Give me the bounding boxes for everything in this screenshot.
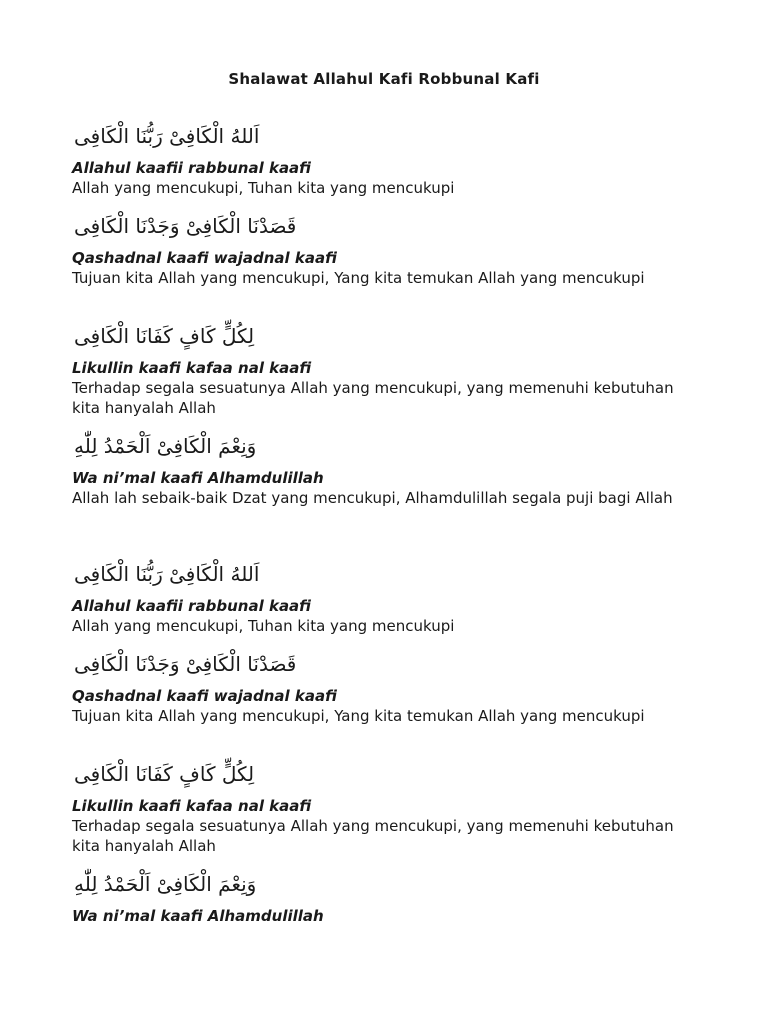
arabic-line: لِكُلٍّ كَافٍ كَفَانَا الْكَافِى bbox=[74, 762, 255, 786]
transliteration-line: Wa ni’mal kaafi Alhamdulillah bbox=[72, 469, 324, 487]
translation-line: Terhadap segala sesuatunya Allah yang mencukupi, yang memenuhi kebutuhan kita hanyalah Allah bbox=[72, 379, 674, 417]
translation-line: Allah lah sebaik-baik Dzat yang mencukupi, Alhamdulillah segala puji bagi Allah bbox=[72, 489, 673, 507]
arabic-line: وَنِعْمَ الْكَافِىْ اَلْحَمْدُ لِلّٰهِ bbox=[74, 872, 257, 896]
transliteration-line: Qashadnal kaafi wajadnal kaafi bbox=[72, 687, 337, 705]
verse-block bbox=[72, 562, 692, 636]
transliteration-line: Likullin kaafi kafaa nal kaafi bbox=[72, 359, 312, 377]
document-title: Shalawat Allahul Kafi Robbunal Kafi bbox=[228, 70, 540, 88]
translation-line: Tujuan kita Allah yang mencukupi, Yang kita temukan Allah yang mencukupi bbox=[72, 707, 645, 725]
translation-line: Allah yang mencukupi, Tuhan kita yang mencukupi bbox=[72, 179, 455, 197]
translation-line: Allah yang mencukupi, Tuhan kita yang mencukupi bbox=[72, 617, 455, 635]
translation-line: Terhadap segala sesuatunya Allah yang mencukupi, yang memenuhi kebutuhan kita hanyalah Allah bbox=[72, 817, 674, 855]
arabic-line: لِكُلٍّ كَافٍ كَفَانَا الْكَافِى bbox=[74, 324, 255, 348]
verse-block bbox=[72, 324, 692, 418]
arabic-line: قَصَدْنَا الْكَافِىْ وَجَدْنَا الْكَافِى bbox=[74, 652, 297, 676]
arabic-line: اَللهُ الْكَافِىْ رَبُّنَا الْكَافِى bbox=[74, 124, 260, 148]
verse-block bbox=[72, 762, 692, 856]
arabic-line: قَصَدْنَا الْكَافِىْ وَجَدْنَا الْكَافِى bbox=[74, 214, 297, 238]
translation-line: Tujuan kita Allah yang mencukupi, Yang kita temukan Allah yang mencukupi bbox=[72, 269, 645, 287]
transliteration-line: Allahul kaafii rabbunal kaafi bbox=[72, 159, 311, 177]
transliteration-line: Likullin kaafi kafaa nal kaafi bbox=[72, 797, 312, 815]
verse-block bbox=[72, 652, 692, 726]
verse-block bbox=[72, 214, 692, 288]
transliteration-line: Allahul kaafii rabbunal kaafi bbox=[72, 597, 311, 615]
transliteration-line: Qashadnal kaafi wajadnal kaafi bbox=[72, 249, 337, 267]
verse-block bbox=[72, 124, 692, 198]
verse-block bbox=[72, 434, 692, 508]
transliteration-line: Wa ni’mal kaafi Alhamdulillah bbox=[72, 907, 324, 925]
verse-block bbox=[72, 872, 692, 926]
arabic-line: وَنِعْمَ الْكَافِىْ اَلْحَمْدُ لِلّٰهِ bbox=[74, 434, 257, 458]
arabic-line: اَللهُ الْكَافِىْ رَبُّنَا الْكَافِى bbox=[74, 562, 260, 586]
